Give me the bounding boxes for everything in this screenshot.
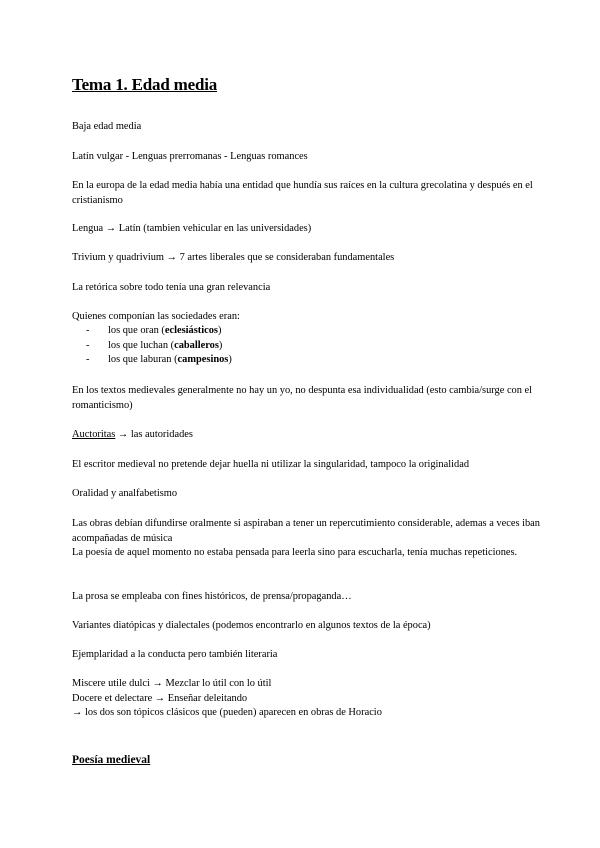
paragraph-escritor: El escritor medieval no pretende dejar huella ni utilizar la singularidad, tampoco la originalidad [72, 459, 470, 470]
paragraph-lenguas: Latín vulgar - Lenguas prerromanas - Lenguas romances [72, 151, 308, 162]
paragraph-horacio: → los dos son tópicos clásicos que (pueden) aparecen en obras de Horacio [72, 707, 382, 718]
list-item: - los que luchan (caballeros) [86, 339, 232, 354]
paragraph-baja-edad-media: Baja edad media [72, 121, 142, 132]
auctoritas-term: Auctoritas [72, 429, 116, 440]
paragraph-textos-medievales: En los textos medievales generalmente no hay un yo, no despunta esa individualidad (esto cambia/surge con el romanticismo) [72, 385, 533, 411]
paragraph-auctoritas: Auctoritas → las autoridades [72, 429, 193, 440]
list-dash: - [86, 354, 90, 365]
page-title: Tema 1. Edad media [72, 75, 218, 94]
paragraph-miscere: Miscere utile dulci → Mezclar lo útil con lo útil [72, 678, 272, 689]
section-heading-poesia-medieval: Poesía medieval [72, 754, 151, 766]
paragraph-variantes: Variantes diatópicas y dialectales (podemos encontrarlo en algunos textos de la época) [72, 620, 431, 631]
list-dash: - [86, 339, 90, 351]
paragraph-docere: Docere et delectare → Enseñar deleitando [72, 693, 248, 704]
paragraph-trivium: Trivium y quadrivium → 7 artes liberales que se consideraban fundamentales [72, 252, 395, 263]
list-item: - los que oran (eclesiásticos) [86, 324, 232, 339]
list-item: - los que laburan (campesinos) [86, 353, 232, 368]
society-list [86, 324, 232, 368]
paragraph-europa: En la europa de la edad media había una entidad que hundía sus raíces en la cultura grecolatina y después en el cristianismo [72, 180, 533, 206]
paragraph-sociedades: Quienes componían las sociedades eran: [72, 311, 240, 322]
paragraph-ejemplaridad: Ejemplaridad a la conducta pero también literaria [72, 649, 278, 660]
paragraph-prosa: La prosa se empleaba con fines históricos, de prensa/propaganda… [72, 591, 352, 602]
list-dash: - [86, 325, 90, 336]
paragraph-poesia: La poesía de aquel momento no estaba pensada para leerla sino para escucharla, tenía muchas repeticiones. [72, 547, 518, 558]
paragraph-oralidad: Oralidad y analfabetismo [72, 488, 178, 499]
paragraph-lengua-latin: Lengua → Latín (tambien vehicular en las universidades) [72, 223, 312, 234]
paragraph-obras: Las obras debían difundirse oralmente si aspiraban a tener un repercutimiento considerable, ademas a veces iban acompañadas de música [72, 518, 540, 544]
paragraph-retorica: La retórica sobre todo tenía una gran relevancia [72, 282, 271, 293]
